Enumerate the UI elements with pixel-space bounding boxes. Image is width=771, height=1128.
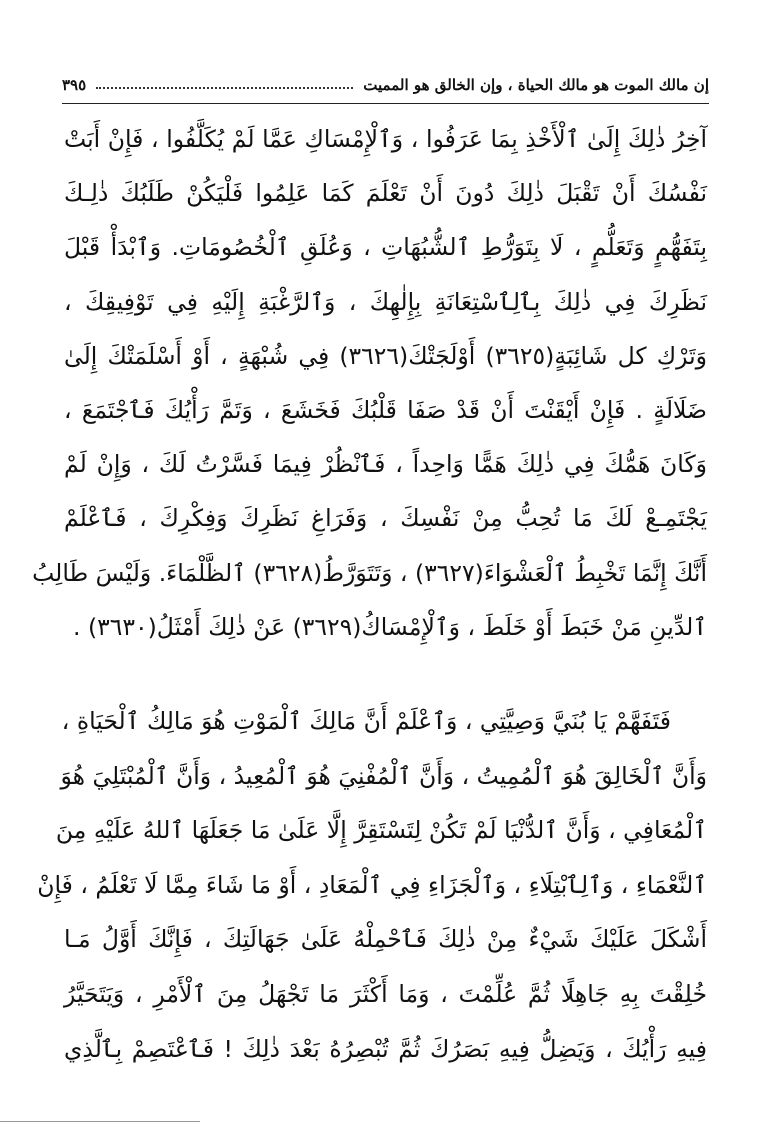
text-line: نَفْسُكَ أَنْ تَقْبَلَ ذٰلِكَ دُونَ أَنْ تَعْلَمَ كَمَا عَلِمُوا فَلْيَكُنْ طَلَبُكَ ذٰلِـكَ xyxy=(64,179,707,208)
text-line: وَأَنَّ ٱلْخَالِقَ هُوَ ٱلْمُمِيتُ ، وَأَنَّ ٱلْمُفْنِيَ هُوَ ٱلْمُعِيدُ ، وَأَنَّ ٱلْمُبْتَلِيَ هُوَ xyxy=(60,761,707,790)
text-line: فِيهِ رَأْيُكَ ، وَيَضِلُّ فِيهِ بَصَرُكَ ثُمَّ تُبْصِرُهُ بَعْدَ ذٰلِكَ ! فَٱعْتَصِمْ بِٱلَّذِي xyxy=(64,1034,707,1063)
text-line: فَتَفَهَّمْ يَا بُنَيَّ وَصِيَّتِي ، وَٱعْلَمْ أَنَّ مَالِكَ ٱلْمَوْتِ هُوَ مَالِكُ ٱلْحَيَاةِ ، xyxy=(61,707,671,735)
running-header xyxy=(62,70,709,100)
text-line: ٱلدِّينِ مَنْ خَبَطَ أَوْ خَلَطَ ، وَٱلْإِمْسَاكُ(٣٦٢٩) عَنْ ذٰلِكَ أَمْثَلُ(٣٦٣٠) . xyxy=(73,612,707,641)
text-line: خُلِقْتَ بِهِ جَاهِلًا ثُمَّ عُلِّمْتَ ، وَمَا أَكْثَرَ مَا تَجْهَلُ مِنَ ٱلْأَمْرِ ، وَيَتَحَيَّرُ xyxy=(64,979,707,1008)
header-rule xyxy=(62,103,709,104)
header-title: إن مالك الموت هو مالك الحياة ، وإن الخالق هو المميت xyxy=(363,76,709,94)
text-line: أَنَّكَ إِنَّمَا تَخْبِطُ ٱلْعَشْوَاءَ(٣٦٢٧) ، وَتَتَوَرَّطُ(٣٦٢٨) ٱلظَّلْمَاءَ. وَلَيْسَ طَالِبُ xyxy=(32,558,707,587)
text-line: آخِرُ ذٰلِكَ إِلَىٰ ٱلْأَخْذِ بِمَا عَرَفُوا ، وَٱلْإِمْسَاكِ عَمَّا لَمْ يُكَلَّفُوا ، فَإِنْ أَبَتْ xyxy=(64,125,707,153)
paragraph-1 xyxy=(32,112,707,654)
text-line: ضَلَالَةٍ . فَإِنْ أَيْقَنْتَ أَنْ قَدْ صَفَا قَلْبُكَ فَخَشَعَ ، وَتَمَّ رَأْيُكَ فَٱجْتَمَعَ ، xyxy=(64,395,707,424)
paragraph-2 xyxy=(37,694,707,1076)
page-number: ٣٩٥ xyxy=(62,76,87,94)
text-line: أَشْكَلَ عَلَيْكَ شَيْءٌ مِنْ ذٰلِكَ فَٱحْمِلْهُ عَلَىٰ جَهَالَتِكَ ، فَإِنَّكَ أَوَّلُ مَـا xyxy=(64,925,707,954)
text-line: ٱلْمُعَافِي ، وَأَنَّ ٱلدُّنْيَا لَمْ تَكُنْ لِتَسْتَقِرَّ إِلَّا عَلَىٰ مَا جَعَلَهَا ٱللهُ عَلَيْهِ مِنَ xyxy=(55,816,707,845)
text-line: يَجْتَمِـعْ لَكَ مَا تُحِبُّ مِنْ نَفْسِكَ ، وَفَرَاغِ نَظَرِكَ وَفِكْرِكَ ، فَٱعْلَمْ xyxy=(64,504,707,533)
text-line: وَكَانَ هَمُّكَ فِي ذٰلِكَ هَمًّا وَاحِداً ، فَٱنْظُرْ فِيمَا فَسَّرْتُ لَكَ ، وَإِنْ لَمْ xyxy=(64,450,707,479)
text-line: ٱلنَّعْمَاءِ ، وَٱلِٱبْتِلَاءِ ، وَٱلْجَزَاءِ فِي ٱلْمَعَادِ ، أَوْ مَا شَاءَ مِمَّا لَا تَعْلَمُ ، فَإِنْ xyxy=(37,870,707,899)
text-line: وَتَرْكِ كل شَائِبَةٍ(٣٦٢٥) أَوْلَجَتْكَ(٣٦٢٦) فِي شُبْهَةٍ ، أَوْ أَسْلَمَتْكَ إِلَىٰ xyxy=(64,341,707,370)
text-line: نَظَرِكَ فِي ذٰلِكَ بِٱلِٱسْتِعَانَةِ بِإِلٰهِكَ ، وَٱلرَّغْبَةِ إِلَيْهِ فِي تَوْفِيقِكَ ، xyxy=(64,287,707,316)
header-leader-dots xyxy=(96,87,353,89)
bottom-edge-rule xyxy=(0,1121,200,1122)
text-line: بِتَفَهُّمٍ وَتَعَلُّمٍ ، لَا بِتَوَرُّطِ ٱلشُّبُهَاتِ ، وَعُلَقِ ٱلْخُصُومَاتِ. وَٱبْدَأْ قَبْلَ xyxy=(64,233,707,262)
